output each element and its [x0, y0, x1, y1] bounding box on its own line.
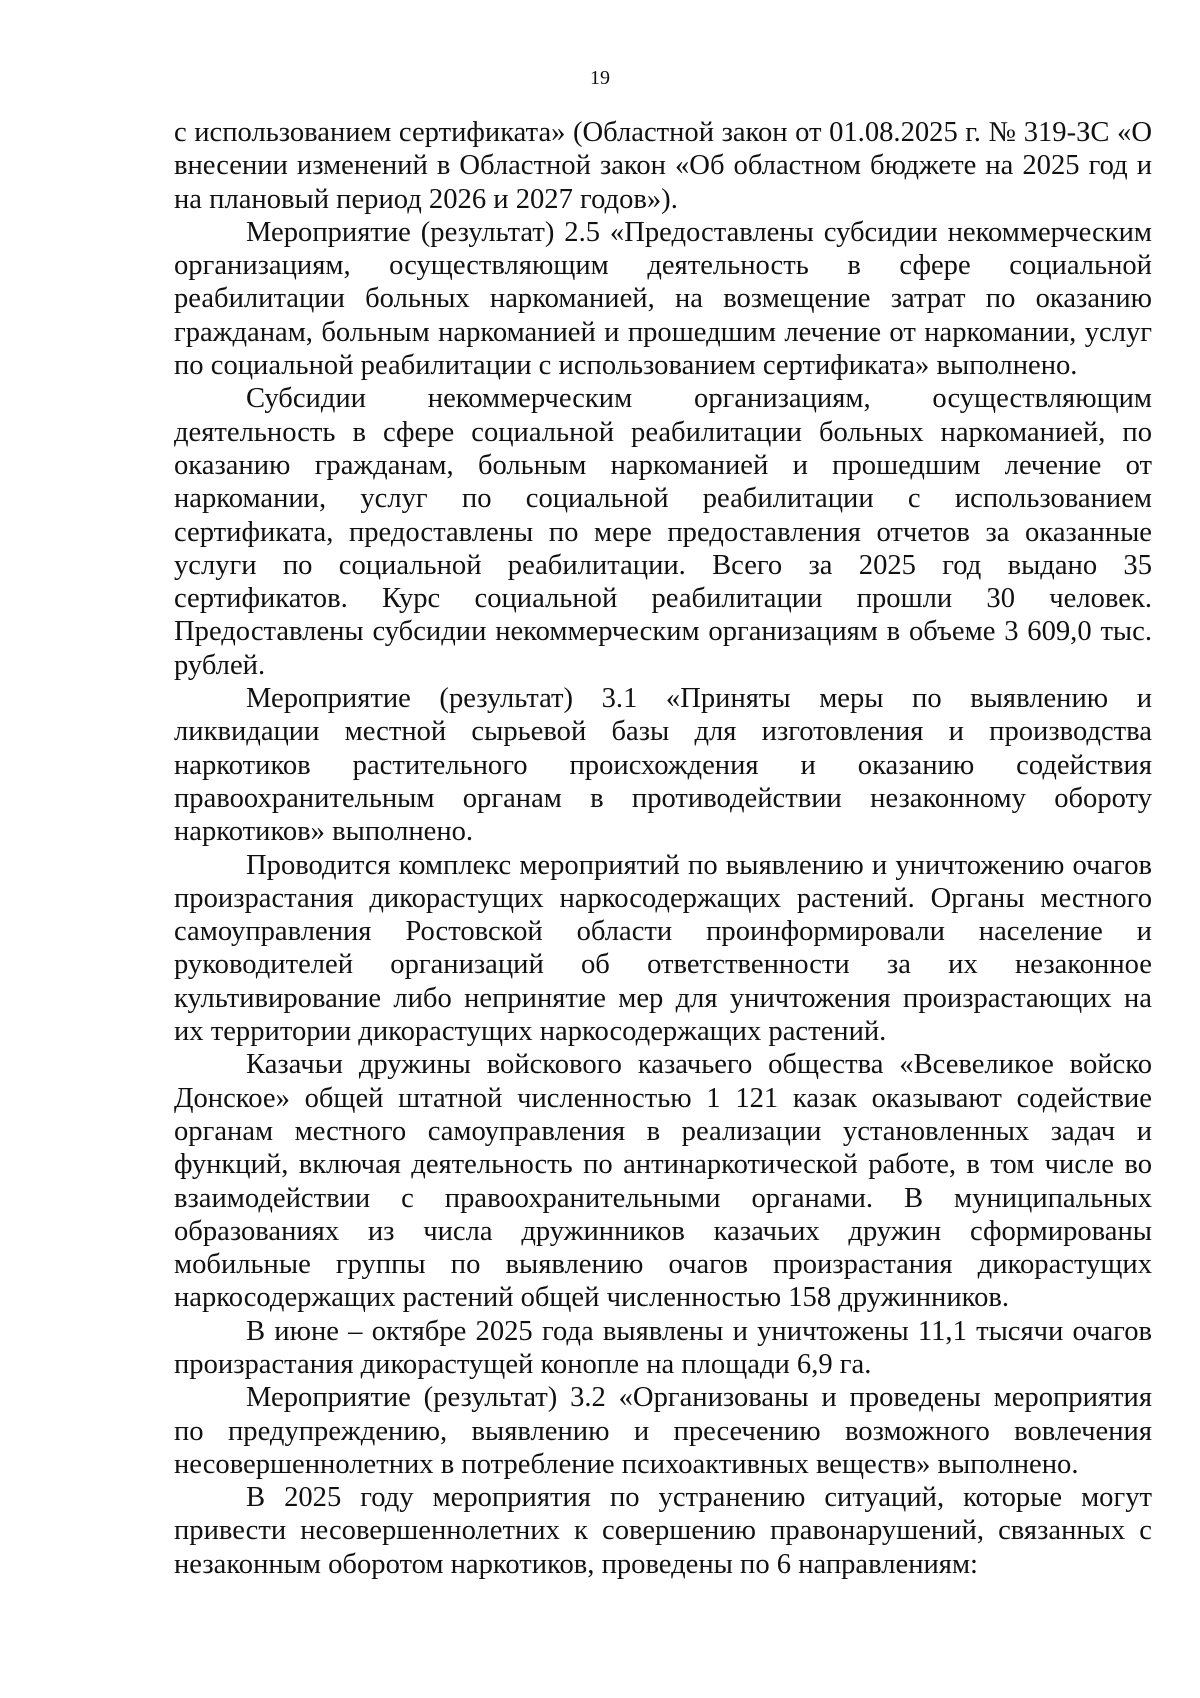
- paragraph-measure-3-2: Мероприятие (результат) 3.2 «Организованы и проведены мероприятия по предупреждению, выявлению и пресечению возможного вовлечения несовершеннолетних в потребление психоактивных веществ» выполнено.: [174, 1382, 1152, 1480]
- document-body: [174, 116, 1152, 1581]
- paragraph-measure-3-1: Мероприятие (результат) 3.1 «Приняты меры по выявлению и ликвидации местной сырьевой базы для изготовления и производства наркотиков растительного происхождения и оказанию содействия правоохранительным органам в противодействии незаконному обороту наркотиков» выполнено.: [174, 683, 1152, 848]
- paragraph-directions: В 2025 году мероприятия по устранению ситуаций, которые могут привести несовершеннолетних к совершению правонарушений, связанных с незаконным оборотом наркотиков, проведены по 6 направлениям:: [174, 1482, 1152, 1580]
- paragraph-subsidies: Субсидии некоммерческим организациям, осуществляющим деятельность в сфере социальной реабилитации больных наркоманией, по оказанию гражданам, больным наркоманией и прошедшим лечение от наркомании, услуг по социальной реабилитации с использованием сертификата, предоставлены по мере предоставления отчетов за оказанные услуги по социальной реабилитации. Всего за 2025 год выдано 35 сертификатов. Курс социальной реабилитации прошли 30 человек. Предоставлены субсидии некоммерческим организациям в объеме 3 609,0 тыс. рублей.: [174, 383, 1152, 681]
- page-number: 19: [590, 67, 610, 89]
- paragraph-cossack-squads: Казачьи дружины войскового казачьего общества «Всевеликое войско Донское» общей штатной численностью 1 121 казак оказывают содействие органам местного самоуправления в реализации установленных задач и функций, включая деятельность по антинаркотической работе, в том числе во взаимодействии с правоохранительными органами. В муниципальных образованиях из числа дружинников казачьих дружин сформированы мобильные группы по выявлению очагов произрастания дикорастущих наркосодержащих растений общей численностью 158 дружинников.: [174, 1049, 1152, 1314]
- paragraph-continuation: с использованием сертификата» (Областной закон от 01.08.2025 г. № 319-ЗС «О внесении изменений в Областной закон «Об областном бюджете на 2025 год и на плановый период 2026 и 2027 годов»).: [174, 117, 1152, 215]
- paragraph-june-october-results: В июне – октябре 2025 года выявлены и уничтожены 11,1 тысячи очагов произрастания дикорастущей конопле на площади 6,9 га.: [174, 1315, 1152, 1380]
- paragraph-measure-2-5: Мероприятие (результат) 2.5 «Предоставлены субсидии некоммерческим организациям, осуществляющим деятельность в сфере социальной реабилитации больных наркоманией, на возмещение затрат по оказанию гражданам, больным наркоманией и прошедшим лечение от наркомании, услуг по социальной реабилитации с использованием сертификата» выполнено.: [174, 216, 1152, 382]
- paragraph-eradication-activities: Проводится комплекс мероприятий по выявлению и уничтожению очагов произрастания дикорастущих наркосодержащих растений. Органы местного самоуправления Ростовской области проинформировали население и руководителей организаций об ответственности за их незаконное культивирование либо непринятие мер для уничтожения произрастающих на их территории дикорастущих наркосодержащих растений.: [174, 849, 1152, 1048]
